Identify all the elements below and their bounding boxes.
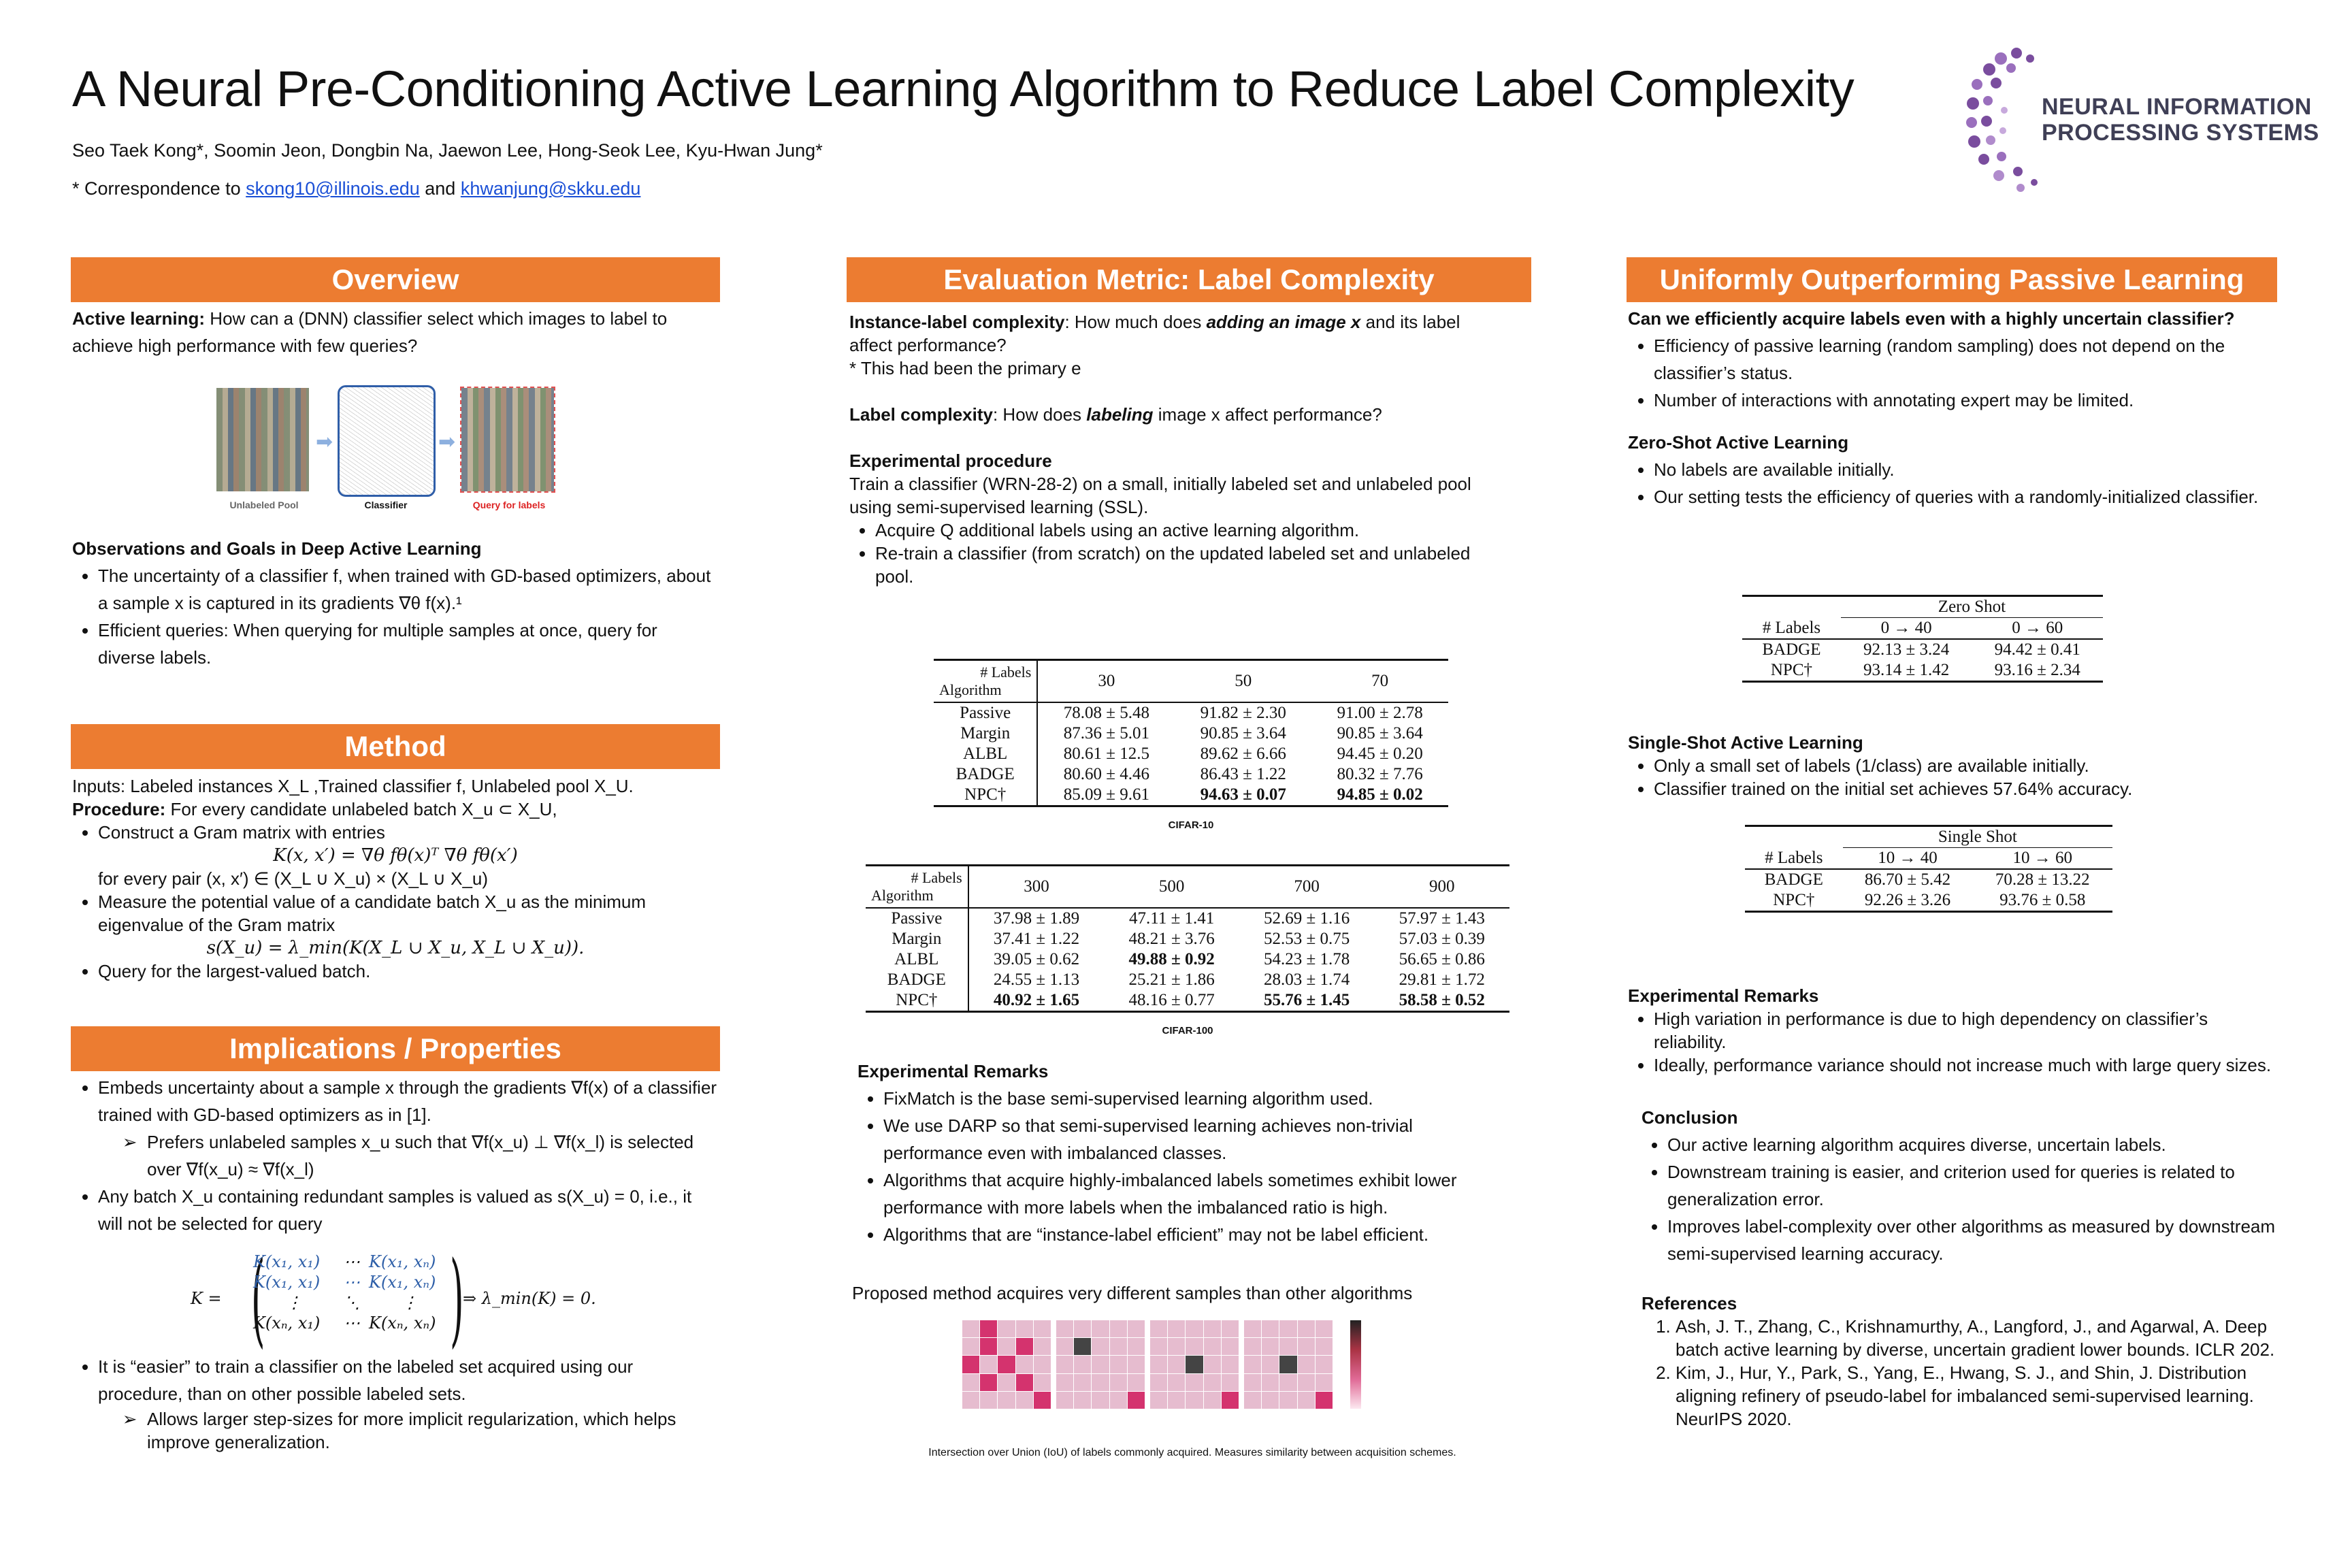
table-row [934,702,1448,723]
cifar100-table [866,864,1509,1013]
equation-domain: for every pair (x, x′) ∈ (X_L ∪ X_u) × (X_L ∪ X_u) [98,868,489,889]
list-item: ➢ Prefers unlabeled samples x_u such that ∇f(x_u) ⊥ ∇f(x_l) is selected over ∇f(x_u) ≈ ∇f(x_l) [147,1128,719,1183]
overview-question: Active learning: How can a (DNN) classifier select which images to label to achieve high performance with few queries? [72,308,668,356]
heatmap-3 [1150,1320,1239,1409]
table-row [866,949,1509,970]
table-row: BADGE 86.70 ± 5.42 70.28 ± 13.22 [1764,870,2090,889]
list-item: • Acquire Q additional labels using an active learning algorithm. [875,519,1496,542]
list-item: • Algorithms that are “instance-label efficient” may not be label efficient. [883,1221,1511,1248]
list-item: • FixMatch is the base semi-supervised learning algorithm used. [883,1085,1511,1112]
table-header: 10 → 60 [2012,849,2072,867]
classifier-network-image [338,385,436,497]
references-section: References 1. Ash, J. T., Zhang, C., Krishnamurthy, A., Langford, J., and Agarwal, A. Deep batch active learning by diverse, uncertain gradient lower bounds. ICLR 202. 2. Kim, J., Hur, Y., Park, S., Yang, E., Hwang, S. J., and Shin, J. Distribution aligning refinery of pseudo-label for imbalanced semi-supervised learning. NeurIPS 2020. [1642,1292,2281,1431]
email-link-2[interactable]: khwanjung@skku.edu [460,178,641,199]
value-cell: 86.43 ± 1.22 [1200,765,1286,783]
table-header: 500 [1158,877,1185,896]
fig-label-query: Query for labels [472,500,546,510]
algorithm-cell: NPC† [866,990,968,1012]
evaluation-heading: Evaluation Metric: Label Complexity [847,257,1531,302]
table-row [934,764,1448,785]
zero-shot-title: Zero Shot [1841,596,2103,618]
heatmap-1 [962,1320,1051,1409]
algorithm-cell: ALBL [934,744,1037,764]
list-item: • Ideally, performance variance should not increase much with large query sizes. [1654,1054,2281,1077]
value-cell: 80.61 ± 12.5 [1063,745,1149,763]
table-header: 10 → 40 [1878,849,1938,867]
list-item: • Downstream training is easier, and criterion used for queries is related to generalization error. [1667,1158,2281,1213]
value-cell: 80.32 ± 7.76 [1337,765,1423,783]
method-section: Inputs: Labeled instances X_L ,Trained classifier f, Unlabeled pool X_U. Procedure: For every candidate unlabeled batch X_u ⊂ X_U, • Construct a Gram matrix with entries K(x, x′) = ∇θ fθ(x)ᵀ ∇θ fθ(x′) for every pair (x, x′) ∈ (X_L ∪ X_u) × (X_L ∪ X_u) • Measure the potential value of a candidate batch X_u as the minimum eigenvalue of the Gram matrix s(X_u) = λ_min(K(X_L ∪ X_u, X_L ∪ X_u)). • Query for the largest-valued batch. [72,774,719,983]
value-cell: 89.62 ± 6.66 [1200,745,1286,763]
uniform-heading: Uniformly Outperforming Passive Learning [1627,257,2277,302]
value-cell: 85.09 ± 9.61 [1063,785,1149,804]
algorithm-cell: Passive [866,908,968,929]
matrix-body: K(x₁, x₁) ⋯ K(x₁, xₙ) K(x₁, x₁) ⋯ K(x₁, xₙ) ⋮ ⋱ ⋮ K(xₙ, x₁) ⋯ K(xₙ, xₙ) [253,1252,436,1333]
table-header: # Labels [1762,618,1821,637]
value-cell: 57.03 ± 0.39 [1399,930,1485,948]
value-cell: 58.58 ± 0.52 [1399,991,1485,1009]
table-header: 700 [1294,877,1320,896]
table-corner: # Labels Algorithm [934,660,1037,703]
heatmap-colorbar [1350,1320,1361,1409]
value-cell: 40.92 ± 1.65 [993,991,1080,1009]
value-cell: 52.53 ± 0.75 [1264,930,1350,948]
value-cell: 28.03 ± 1.74 [1264,970,1350,989]
conclusion-section: Conclusion • Our active learning algorithm acquires diverse, uncertain labels. • Downstream training is easier, and criterion used for queries is related to generalization error. • Improves label-complexity over other algorithms as measured by downstream semi-supervised learning accuracy. [1642,1104,2281,1267]
list-item: ➢ Allows larger step-sizes for more implicit regularization, which helps improve generalization. [147,1407,719,1454]
implications-section [72,1074,719,1237]
value-cell: 55.76 ± 1.45 [1264,991,1350,1009]
value-cell: 90.85 ± 3.64 [1200,724,1286,742]
heatmap-caption: Intersection over Union (IoU) of labels commonly acquired. Measures similarity between acquisition schemes. [928,1447,1456,1458]
list-item: • Algorithms that acquire highly-imbalanced labels sometimes exhibit lower performance with more labels when the imbalanced ratio is high. [883,1166,1511,1221]
queried-samples-image [461,388,554,491]
table-header: 30 [1098,672,1115,690]
equation-gram: K(x, x′) = ∇θ fθ(x)ᵀ ∇θ fθ(x′) [273,845,518,866]
value-cell: 78.08 ± 5.48 [1063,704,1149,722]
value-cell: 47.11 ± 1.41 [1129,909,1215,928]
uniform-remarks: Experimental Remarks • High variation in performance is due to high dependency on classifier’s reliability. • Ideally, performance variance should not increase much with large query sizes. [1628,984,2281,1077]
list-item: • Query for the largest-valued batch. [98,960,719,983]
value-cell: 29.81 ± 1.72 [1399,970,1485,989]
list-item: • Classifier trained on the initial set achieves 57.64% accuracy. [1654,777,2281,800]
list-item: • High variation in performance is due to high dependency on classifier’s reliability. [1654,1007,2281,1054]
authors: Seo Taek Kong*, Soomin Jeon, Dongbin Na, Jaewon Lee, Hong-Seok Lee, Kyu-Hwan Jung* [72,140,823,161]
algorithm-cell: Passive [934,702,1037,723]
iou-heatmaps [962,1316,1371,1422]
table-header: 900 [1428,877,1455,896]
list-item: • Any batch X_u containing redundant samples is valued as s(X_u) = 0, i.e., it will not be selected for query [98,1183,719,1237]
value-cell: 90.85 ± 3.64 [1337,724,1423,742]
table-header: 50 [1235,672,1252,690]
value-cell: 94.45 ± 0.20 [1337,745,1423,763]
implications-heading: Implications / Properties [71,1026,720,1071]
list-item: • No labels are available initially. [1654,456,2281,483]
value-cell: 37.98 ± 1.89 [993,909,1080,928]
overview-heading: Overview [71,257,720,302]
value-cell: 80.60 ± 4.46 [1063,765,1149,783]
algorithm-cell: ALBL [866,949,968,970]
implications-section-2 [72,1353,719,1454]
proposed-note: Proposed method acquires very different samples than other algorithms [852,1283,1413,1303]
list-item: • Efficiency of passive learning (random sampling) does not depend on the classifier’s status. [1654,332,2281,387]
table-header: # Labels [1765,848,1823,867]
list-item: • Only a small set of labels (1/class) are available initially. [1654,754,2281,777]
algorithm-cell: BADGE [934,764,1037,785]
correspondence: * Correspondence to skong10@illinois.edu and khwanjung@skku.edu [72,178,641,199]
table-header: 70 [1371,672,1389,690]
method-heading: Method [71,724,720,769]
heatmap-4 [1244,1320,1333,1409]
value-cell: 56.65 ± 0.86 [1399,950,1485,968]
single-shot-table [1745,825,2112,913]
list-item: • Construct a Gram matrix with entries [98,821,719,844]
uniform-section: Can we efficiently acquire labels even with a highly uncertain classifier? • Efficiency of passive learning (random sampling) does not depend on the classifier’s status. • Number of interactions with annotating expert may be limited. Zero-Shot Active Learning • No labels are available initially. • Our setting tests the efficiency of queries with a randomly-initialized classifier. [1628,305,2281,510]
value-cell: 25.21 ± 1.86 [1128,970,1215,989]
table-header: 0 → 40 [1880,619,1932,637]
table-caption: CIFAR-10 [1168,819,1214,831]
table-row [866,908,1509,929]
unlabeled-pool-image [216,388,309,491]
eval-remarks: Experimental Remarks • FixMatch is the base semi-supervised learning algorithm used. • We use DARP so that semi-supervised learning achieves non-trivial performance even with imbalanced classes. • Algorithms that acquire highly-imbalanced labels sometimes exhibit lower performance with more labels when the imbalanced ratio is high. • Algorithms that are “instance-label efficient” may not be label efficient. [858,1058,1511,1248]
value-cell: 87.36 ± 5.01 [1063,724,1149,742]
single-shot-title: Single Shot [1843,826,2112,848]
value-cell: 94.85 ± 0.02 [1337,785,1423,804]
single-shot-section: Single-Shot Active Learning • Only a small set of labels (1/class) are available initially. • Classifier trained on the initial set achieves 57.64% accuracy. [1628,731,2281,800]
value-cell: 52.69 ± 1.16 [1264,909,1350,928]
table-row [866,970,1509,990]
table-row [866,990,1509,1012]
list-item: • Re-train a classifier (from scratch) on the updated labeled set and unlabeled pool. [875,542,1496,588]
neurips-logo-text: NEURAL INFORMATION PROCESSING SYSTEMS [2042,94,2319,146]
algorithm-cell: Margin [934,723,1037,744]
zero-shot-table [1742,595,2103,683]
fig-label-classifier: Classifier [364,500,408,510]
neurips-logo-mark-icon [1963,42,2045,199]
value-cell: 94.63 ± 0.07 [1200,785,1286,804]
list-item: • Efficient queries: When querying for multiple samples at once, query for diverse labels. [98,617,719,671]
heatmap-2 [1056,1320,1145,1409]
table-row [866,929,1509,949]
table-row [934,723,1448,744]
equation-score: s(X_u) = λ_min(K(X_L ∪ X_u, X_L ∪ X_u)). [206,938,585,958]
observations-section: Observations and Goals in Deep Active Learning • The uncertainty of a classifier f, when trained with GD-based optimizers, about a sample x is captured in its gradients ∇θ f(x).¹ • Efficient queries: When querying for multiple samples at once, query for diverse labels. [72,535,719,671]
poster-title: A Neural Pre-Conditioning Active Learning Algorithm to Reduce Label Complexity [72,61,1855,117]
value-cell: 91.00 ± 2.78 [1337,704,1423,722]
list-item: • Our setting tests the efficiency of queries with a randomly-initialized classifier. [1654,483,2281,510]
table-corner: # Labels Algorithm [866,866,968,909]
list-item: • Measure the potential value of a candidate batch X_u as the minimum eigenvalue of the Gram matrix [98,890,719,936]
reference-item: 1. Ash, J. T., Zhang, C., Krishnamurthy, A., Langford, J., and Agarwal, A. Deep batch active learning by diverse, uncertain gradient lower bounds. ICLR 202. [1676,1315,2281,1361]
algorithm-cell: Margin [866,929,968,949]
value-cell: 49.88 ± 0.92 [1128,950,1215,968]
evaluation-section: Instance-label complexity: How much does adding an image x and its label affect performance? * This had been the primary e Label complexity: How does labeling image x affect performance? Experimental procedure Train a classifier (WRN-28-2) on a small, initially labeled set and unlabeled pool using semi-supervised learning (SSL). • Acquire Q additional labels using an active learning algorithm. • Re-train a classifier (from scratch) on the updated labeled set and unlabeled pool. [849,310,1496,588]
value-cell: 57.97 ± 1.43 [1399,909,1485,928]
list-item: • Our active learning algorithm acquires diverse, uncertain labels. [1667,1131,2281,1158]
list-item: • Embeds uncertainty about a sample x through the gradients ∇f(x) of a classifier trained with GD-based optimizers as in [1]. [98,1074,719,1128]
list-item: • We use DARP so that semi-supervised learning achieves non-trivial performance even with imbalanced classes. [883,1112,1511,1166]
algorithm-cell: NPC† [934,785,1037,806]
fig-label-unlabeled: Unlabeled Pool [229,500,299,510]
table-row: BADGE 92.13 ± 3.24 94.42 ± 0.41 [1762,640,2080,659]
value-cell: 37.41 ± 1.22 [993,930,1080,948]
value-cell: 91.82 ± 2.30 [1200,704,1286,722]
table-header: 300 [1024,877,1049,896]
zero-shot-table-wrap [1742,595,2103,683]
arrow-right-icon: ➡ [438,431,456,453]
table-header: 0 → 60 [2012,619,2063,637]
overview-figure [216,385,598,514]
algorithm-cell: BADGE [866,970,968,990]
value-cell: 24.55 ± 1.13 [993,970,1080,989]
reference-item: 2. Kim, J., Hur, Y., Park, S., Yang, E., Hwang, S. J., and Shin, J. Distribution aligning refinery of pseudo-label for imbalanced semi-supervised learning. NeurIPS 2020. [1676,1361,2281,1431]
table-row: NPC† 92.26 ± 3.26 93.76 ± 0.58 [1773,891,2086,909]
list-item: • Number of interactions with annotating expert may be limited. [1654,387,2281,414]
single-shot-table-wrap [1745,825,2112,913]
list-item: • Improves label-complexity over other algorithms as measured by downstream semi-supervised learning accuracy. [1667,1213,2281,1267]
value-cell: 39.05 ± 0.62 [993,950,1080,968]
value-cell: 54.23 ± 1.78 [1264,950,1350,968]
value-cell: 48.21 ± 3.76 [1128,930,1215,948]
value-cell: 48.16 ± 0.77 [1128,991,1215,1009]
cifar10-table-wrap [934,659,1448,831]
gram-matrix-equation: K = ( K(x₁, x₁) ⋯ K(x₁, xₙ) K(x₁, x₁) ⋯ K(x₁, xₙ) ⋮ ⋱ ⋮ K(xₙ, x₁) ⋯ K(xₙ, xₙ) ) ⇒ λ_min(K) = 0. [191,1240,596,1358]
table-row [934,744,1448,764]
list-item: • It is “easier” to train a classifier on the labeled set acquired using our procedure, than on other possible labeled sets. [98,1353,719,1407]
email-link-1[interactable]: skong10@illinois.edu [246,178,420,199]
arrow-right-icon: ➡ [316,431,333,453]
cifar100-table-wrap [866,864,1509,1036]
table-row [934,785,1448,806]
list-item: • The uncertainty of a classifier f, when trained with GD-based optimizers, about a sample x is captured in its gradients ∇θ f(x).¹ [98,562,719,617]
cifar10-table [934,659,1448,807]
table-row: NPC† 93.14 ± 1.42 93.16 ± 2.34 [1770,661,2080,679]
table-caption: CIFAR-100 [1162,1025,1213,1036]
